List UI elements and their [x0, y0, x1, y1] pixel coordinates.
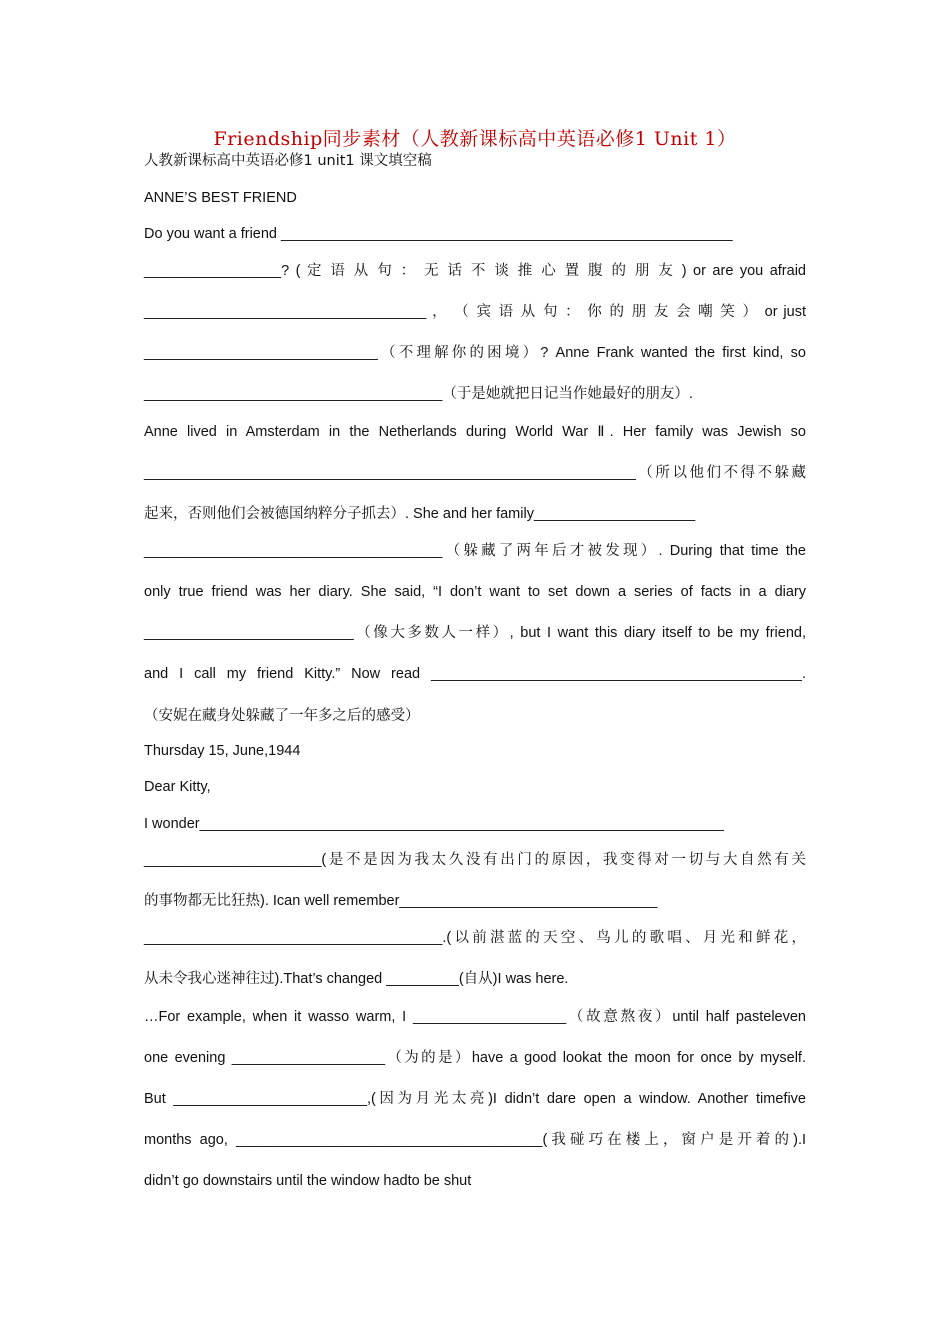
text-line: Anne lived in Amsterdam in the Netherlands during World War Ⅱ. Her family was Jewish so [144, 424, 806, 440]
text-line: months ago, ______________________________________(我碰巧在楼上，窗户是开着的).I [144, 1132, 806, 1148]
text-line: 起来，否则他们会被德国纳粹分子抓去）. She and her family____________________ [144, 506, 696, 522]
text-line: _____________________________________（于是她就把日记当作她最好的朋友）. [144, 386, 693, 402]
document-title: Friendship同步素材（人教新课标高中英语必修1 Unit 1） [213, 128, 737, 150]
text-line: Do you want a friend ________________________________________________________ [144, 226, 733, 242]
subtitle-line: 人教新课标高中英语必修1 unit1 课文填空稿 [144, 153, 432, 169]
text-line: …For example, when it wasso warm, I ___________________（故意熬夜）until half pasteleven [144, 1009, 806, 1025]
text-line: I wonder_________________________________________________________________ [144, 816, 724, 832]
diary-salutation: Dear Kitty, [144, 779, 211, 795]
text-line: only true friend was her diary. She said, “I don’t want to set down a series of facts in a diary [144, 584, 806, 600]
text-line: _____________________________（不理解你的困境）? Anne Frank wanted the first kind, so [144, 345, 806, 361]
text-line: one evening ___________________（为的是）have a good lookat the moon for once by myself. [144, 1050, 806, 1066]
text-line: _________________? ( 定 语 从 句 ： 无 话 不 谈 推 心 置 腹 的 朋 友 ) or are you afraid [144, 263, 806, 279]
text-line: didn’t go downstairs until the window hadto be shut [144, 1173, 472, 1189]
text-line: and I call my friend Kitty.” Now read ______________________________________________. [144, 666, 806, 682]
text-line: _____________________________________.(以前湛蓝的天空、鸟儿的歌唱、月光和鲜花， [144, 930, 806, 946]
text-line: ___________________________________ ， （ 宾 语 从 句 ： 你 的 朋 友 会 嘲 笑 ） or just [144, 304, 806, 320]
text-line: _____________________________________（躲藏了两年后才被发现）. During that time the [144, 543, 806, 559]
text-line: ______________________(是不是因为我太久没有出门的原因，我变得对一切与大自然有关 [144, 852, 806, 868]
text-line: 从未令我心迷神往过).That’s changed _________(自从)I was here. [144, 971, 569, 987]
text-line: _____________________________________________________________（所以他们不得不躲藏 [144, 465, 806, 481]
diary-date: Thursday 15, June,1944 [144, 743, 301, 759]
text-line: __________________________（像大多数人一样）, but I want this diary itself to be my friend, [144, 625, 806, 641]
passage-heading: ANNE’S BEST FRIEND [144, 190, 297, 206]
text-line: But ________________________,(因为月光太亮)I didn’t dare open a window. Another timefive [144, 1091, 806, 1107]
text-line: （安妮在藏身处躲藏了一年多之后的感受） [144, 708, 420, 724]
text-line: 的事物都无比狂热). Ican well remember________________________________ [144, 893, 658, 909]
